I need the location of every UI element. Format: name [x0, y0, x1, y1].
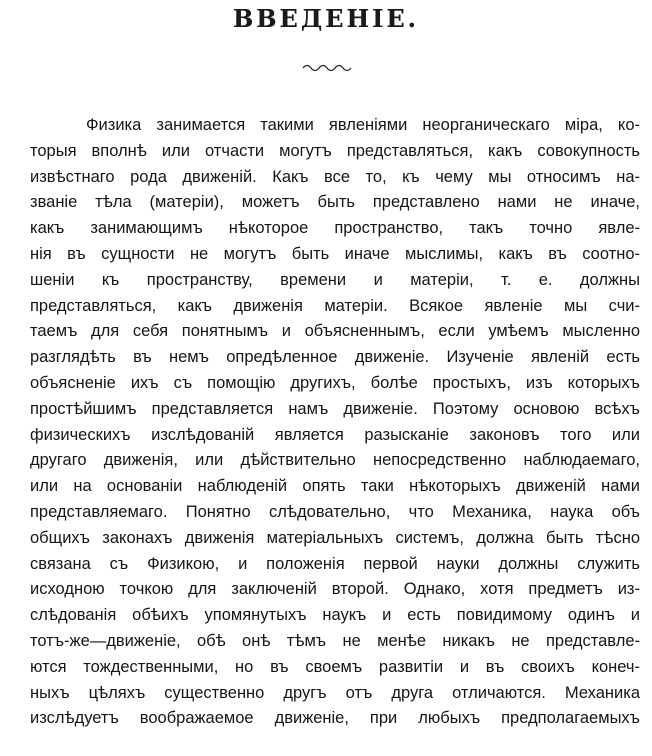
- text-line: разглядѣть въ немъ опредѣленное движеніе. Изученіе явленій есть: [30, 348, 640, 367]
- text-line: представляться, какъ движенія матеріи. Всякое явленіе мы счи-: [30, 296, 640, 315]
- text-line: извѣстнаго рода движеній. Какъ все то, къ чему мы относимъ на-: [30, 167, 640, 186]
- text-line: нія въ сущности не могутъ быть иначе мыслимы, какъ въ соотно-: [30, 244, 640, 263]
- text-line: торыя вполнѣ или отчасти могутъ представляться, какъ совокупность: [30, 141, 640, 160]
- text-line: другаго движенія, или дѣйствительно непосредственно наблюдаемаго,: [30, 451, 640, 470]
- body-paragraph: [30, 113, 640, 732]
- text-line: исходною точкою для заключеній второй. Однако, хотя предметъ из-: [30, 580, 640, 599]
- text-line: общихъ законахъ движенія матеріальныхъ системъ, должна быть тѣсно: [30, 528, 640, 547]
- text-line: представляемаго. Понятно слѣдовательно, что Механика, наука объ: [30, 502, 640, 521]
- text-line: объясненіе ихъ съ помощію другихъ, болѣе простыхъ, изъ которыхъ: [30, 373, 640, 392]
- text-line: таемъ для себя понятнымъ и объясненнымъ, если умѣемъ мысленно: [30, 322, 640, 341]
- text-line: изслѣдуетъ воображаемое движеніе, при любыхъ предполагаемыхъ: [30, 709, 640, 728]
- text-line: Физика занимается такими явленіями неорганическаго міра, ко-: [86, 116, 640, 134]
- decorative-flourish: [301, 60, 353, 74]
- text-line: ныхъ цѣляхъ существенно другъ отъ друга отличаются. Механика: [30, 683, 640, 702]
- text-line: физическихъ изслѣдованій является разысканіе законовъ того или: [30, 425, 640, 444]
- page-title: ВВЕДЕНІЕ.: [232, 4, 420, 33]
- text-line: или на основаніи наблюденій опять таки нѣкоторыхъ движеній нами: [30, 477, 640, 496]
- text-line: связана съ Физикою, и положенія первой науки должны служить: [30, 554, 640, 573]
- text-line: званіе тѣла (матеріи), можетъ быть представлено нами не иначе,: [30, 193, 640, 212]
- text-line: простѣйшимъ представляется намъ движеніе. Поэтому основою всѣхъ: [30, 399, 640, 418]
- text-line: слѣдованія обѣихъ упомянутыхъ наукъ и есть повидимому одинъ и: [30, 606, 640, 625]
- text-line: какъ занимающимъ нѣкоторое пространство, такъ точно явле-: [30, 219, 640, 238]
- text-line: шеніи къ пространству, времени и матеріи, т. е. должны: [30, 270, 640, 289]
- text-line: тотъ-же—движеніе, обѣ онѣ тѣмъ не менѣе никакъ не представле-: [30, 631, 640, 650]
- text-line: ются тождественными, но въ своемъ развитіи и въ своихъ конеч-: [30, 657, 640, 676]
